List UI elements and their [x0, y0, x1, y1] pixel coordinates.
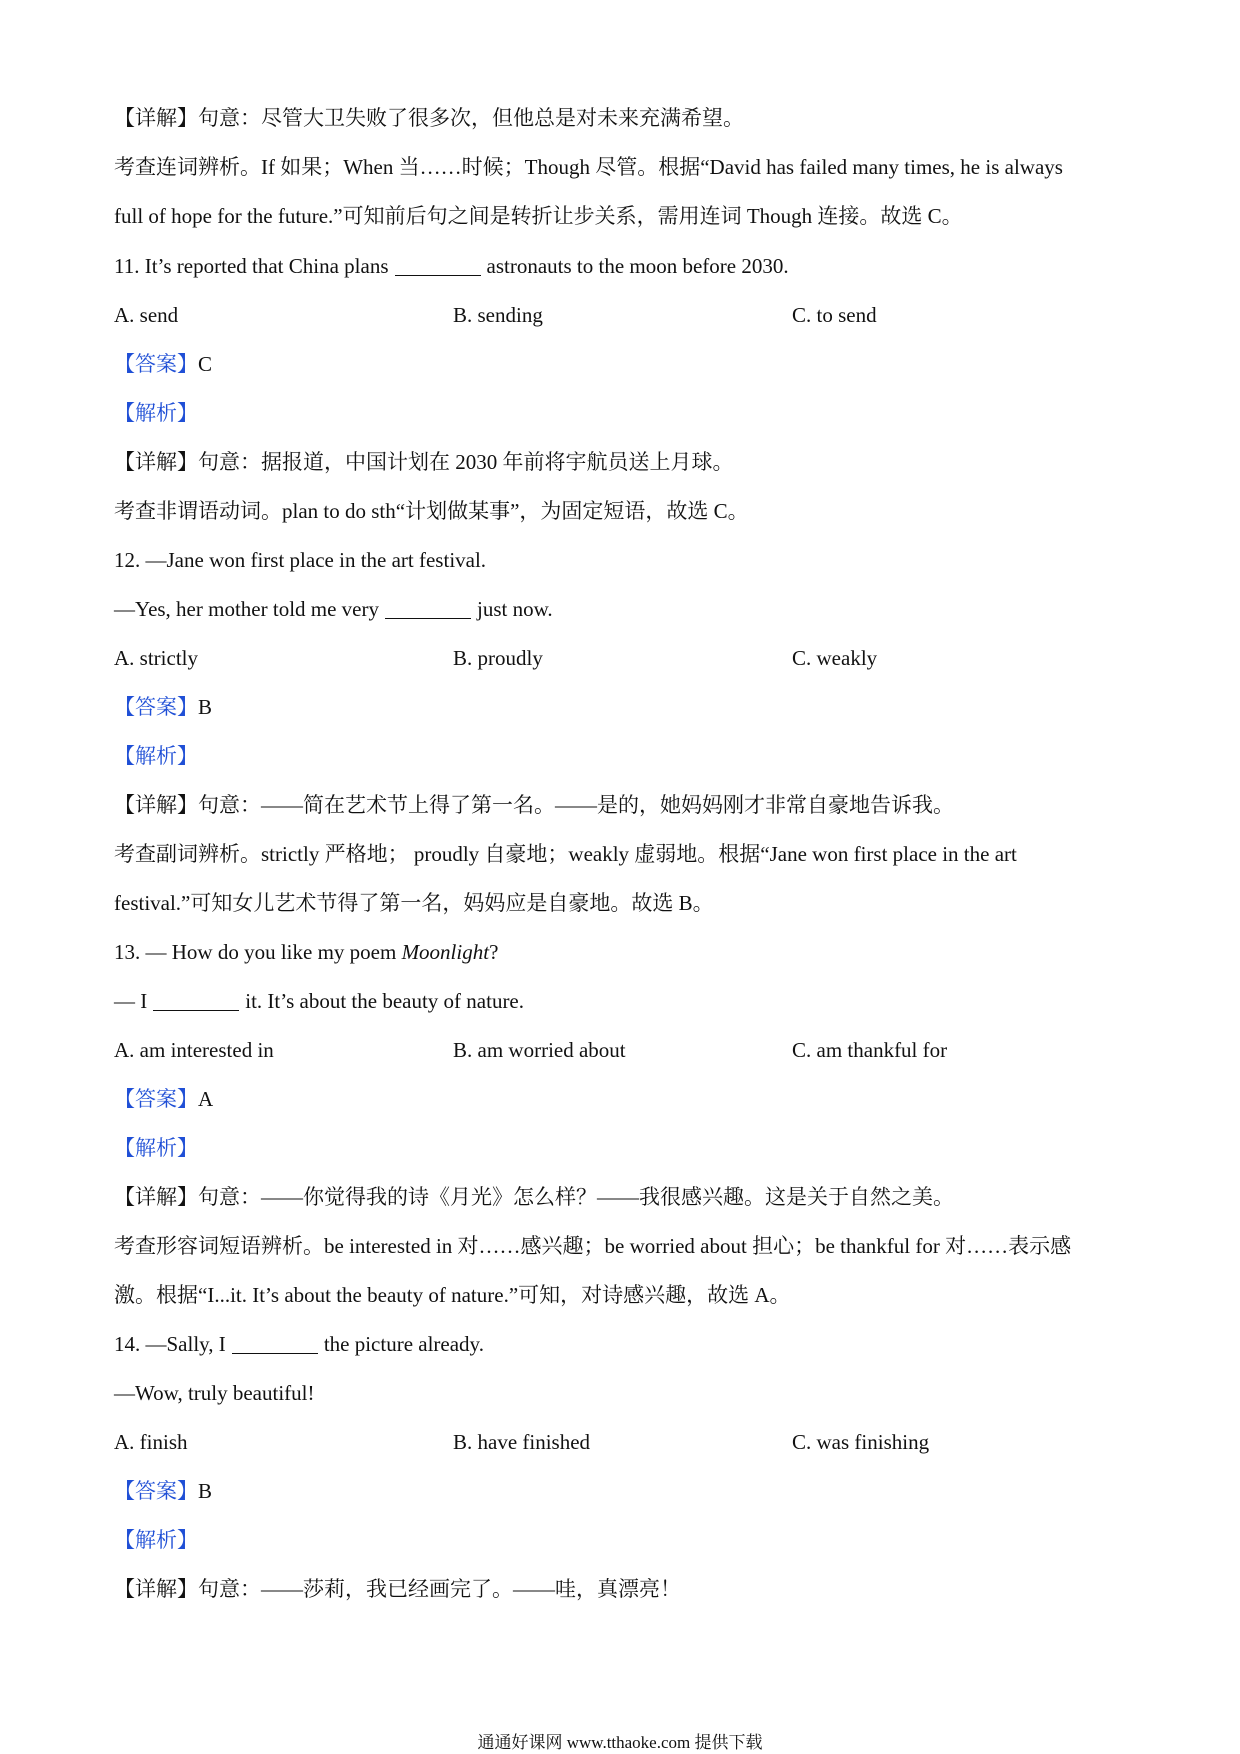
analysis-tag: 【解析】	[114, 401, 198, 425]
q14-stem-2: —Wow, truly beautiful!	[114, 1381, 315, 1405]
q10-explain-line-2: full of hope for the future.”可知前后句之间是转折让步关系，需用连词 Though 连接。故选 C。	[114, 204, 963, 228]
q12-detail	[114, 790, 1124, 820]
option-c: C. to send	[792, 303, 877, 327]
analysis-tag: 【解析】	[114, 1528, 198, 1552]
q11-stem	[114, 251, 1124, 281]
q12-analysis	[114, 741, 1124, 771]
option-c: C. am thankful for	[792, 1038, 948, 1062]
q12-stem-1: 12. —Jane won first place in the art festival.	[114, 548, 487, 572]
q10-explain-line-1: 考查连词辨析。If 如果；When 当……时候；Though 尽管。根据“David has failed many times, he is always	[114, 155, 1063, 179]
answer-value: B	[198, 695, 213, 719]
stem-text: 13. — How do you like my poem	[114, 940, 397, 964]
detail-text: 句意：——你觉得我的诗《月光》怎么样？——我很感兴趣。这是关于自然之美。	[198, 1185, 954, 1209]
answer-value: A	[198, 1087, 214, 1111]
detail-tag: 【详解】	[114, 106, 198, 130]
stem-text: the picture already.	[323, 1332, 484, 1356]
option-b: B. sending	[453, 303, 543, 327]
stem-text: —Yes, her mother told me very	[114, 597, 379, 621]
q11-analysis	[114, 398, 1124, 428]
q13-stem-2	[114, 986, 1124, 1016]
option-a: A. send	[114, 303, 179, 327]
stem-text: 11. It’s reported that China plans	[114, 254, 389, 278]
detail-tag: 【详解】	[114, 450, 198, 474]
stem-text: astronauts to the moon before 2030.	[486, 254, 789, 278]
q14-stem-1	[114, 1329, 1124, 1359]
option-a: A. am interested in	[114, 1038, 274, 1062]
q10-detail	[114, 103, 1124, 133]
q13-explain-line-1: 考查形容词短语辨析。be interested in 对……感兴趣；be worried about 担心；be thankful for 对……表示感	[114, 1234, 1072, 1258]
q14-analysis	[114, 1525, 1124, 1555]
answer-blank	[395, 255, 481, 276]
option-c: C. was finishing	[792, 1430, 930, 1454]
answer-blank	[385, 598, 471, 619]
detail-tag: 【详解】	[114, 793, 198, 817]
q11-explain-line-1: 考查非谓语动词。plan to do sth“计划做某事”，为固定短语，故选 C。	[114, 499, 749, 523]
detail-tag: 【详解】	[114, 1577, 198, 1601]
answer-value: C	[198, 352, 213, 376]
stem-text: 14. —Sally, I	[114, 1332, 226, 1356]
analysis-tag: 【解析】	[114, 744, 198, 768]
option-b: B. am worried about	[453, 1038, 626, 1062]
stem-text: it. It’s about the beauty of nature.	[245, 989, 525, 1013]
q13-stem-1	[114, 937, 1124, 967]
q13-analysis	[114, 1133, 1124, 1163]
detail-text: 句意：——简在艺术节上得了第一名。——是的，她妈妈刚才非常自豪地告诉我。	[198, 793, 954, 817]
option-b: B. proudly	[453, 646, 543, 670]
option-b: B. have finished	[453, 1430, 591, 1454]
q12-explain-line-2: festival.”可知女儿艺术节得了第一名，妈妈应是自豪地。故选 B。	[114, 891, 714, 915]
detail-text: 句意：——莎莉，我已经画完了。——哇，真漂亮！	[198, 1577, 681, 1601]
q14-detail	[114, 1574, 1124, 1604]
detail-text: 句意：尽管大卫失败了很多次，但他总是对未来充满希望。	[198, 106, 744, 130]
q13-detail	[114, 1182, 1124, 1212]
stem-text: — I	[114, 989, 148, 1013]
q12-explain-line-1: 考查副词辨析。strictly 严格地； proudly 自豪地；weakly 虚弱地。根据“Jane won first place in the art	[114, 842, 1017, 866]
q12-answer	[114, 692, 1124, 722]
q13-answer	[114, 1084, 1124, 1114]
detail-tag: 【详解】	[114, 1185, 198, 1209]
stem-text: ?	[489, 940, 499, 964]
q14-answer	[114, 1476, 1124, 1506]
option-a: A. finish	[114, 1430, 188, 1454]
answer-tag: 【答案】	[114, 1087, 198, 1111]
answer-blank	[232, 1333, 318, 1354]
q11-detail	[114, 447, 1124, 477]
stem-text: just now.	[477, 597, 553, 621]
analysis-tag: 【解析】	[114, 1136, 198, 1160]
answer-blank	[153, 990, 239, 1011]
q13-explain-line-2: 激。根据“I...it. It’s about the beauty of nature.”可知，对诗感兴趣，故选 A。	[114, 1283, 791, 1307]
option-a: A. strictly	[114, 646, 198, 670]
poem-title: Moonlight	[401, 940, 490, 964]
option-c: C. weakly	[792, 646, 878, 670]
answer-value: B	[198, 1479, 213, 1503]
q12-stem-2	[114, 594, 1124, 624]
q11-answer	[114, 349, 1124, 379]
answer-tag: 【答案】	[114, 352, 198, 376]
detail-text: 句意：据报道，中国计划在 2030 年前将宇航员送上月球。	[198, 450, 734, 474]
answer-tag: 【答案】	[114, 695, 198, 719]
answer-tag: 【答案】	[114, 1479, 198, 1503]
page-footer: 通通好课网 www.tthaoke.com 提供下载	[477, 1733, 763, 1752]
